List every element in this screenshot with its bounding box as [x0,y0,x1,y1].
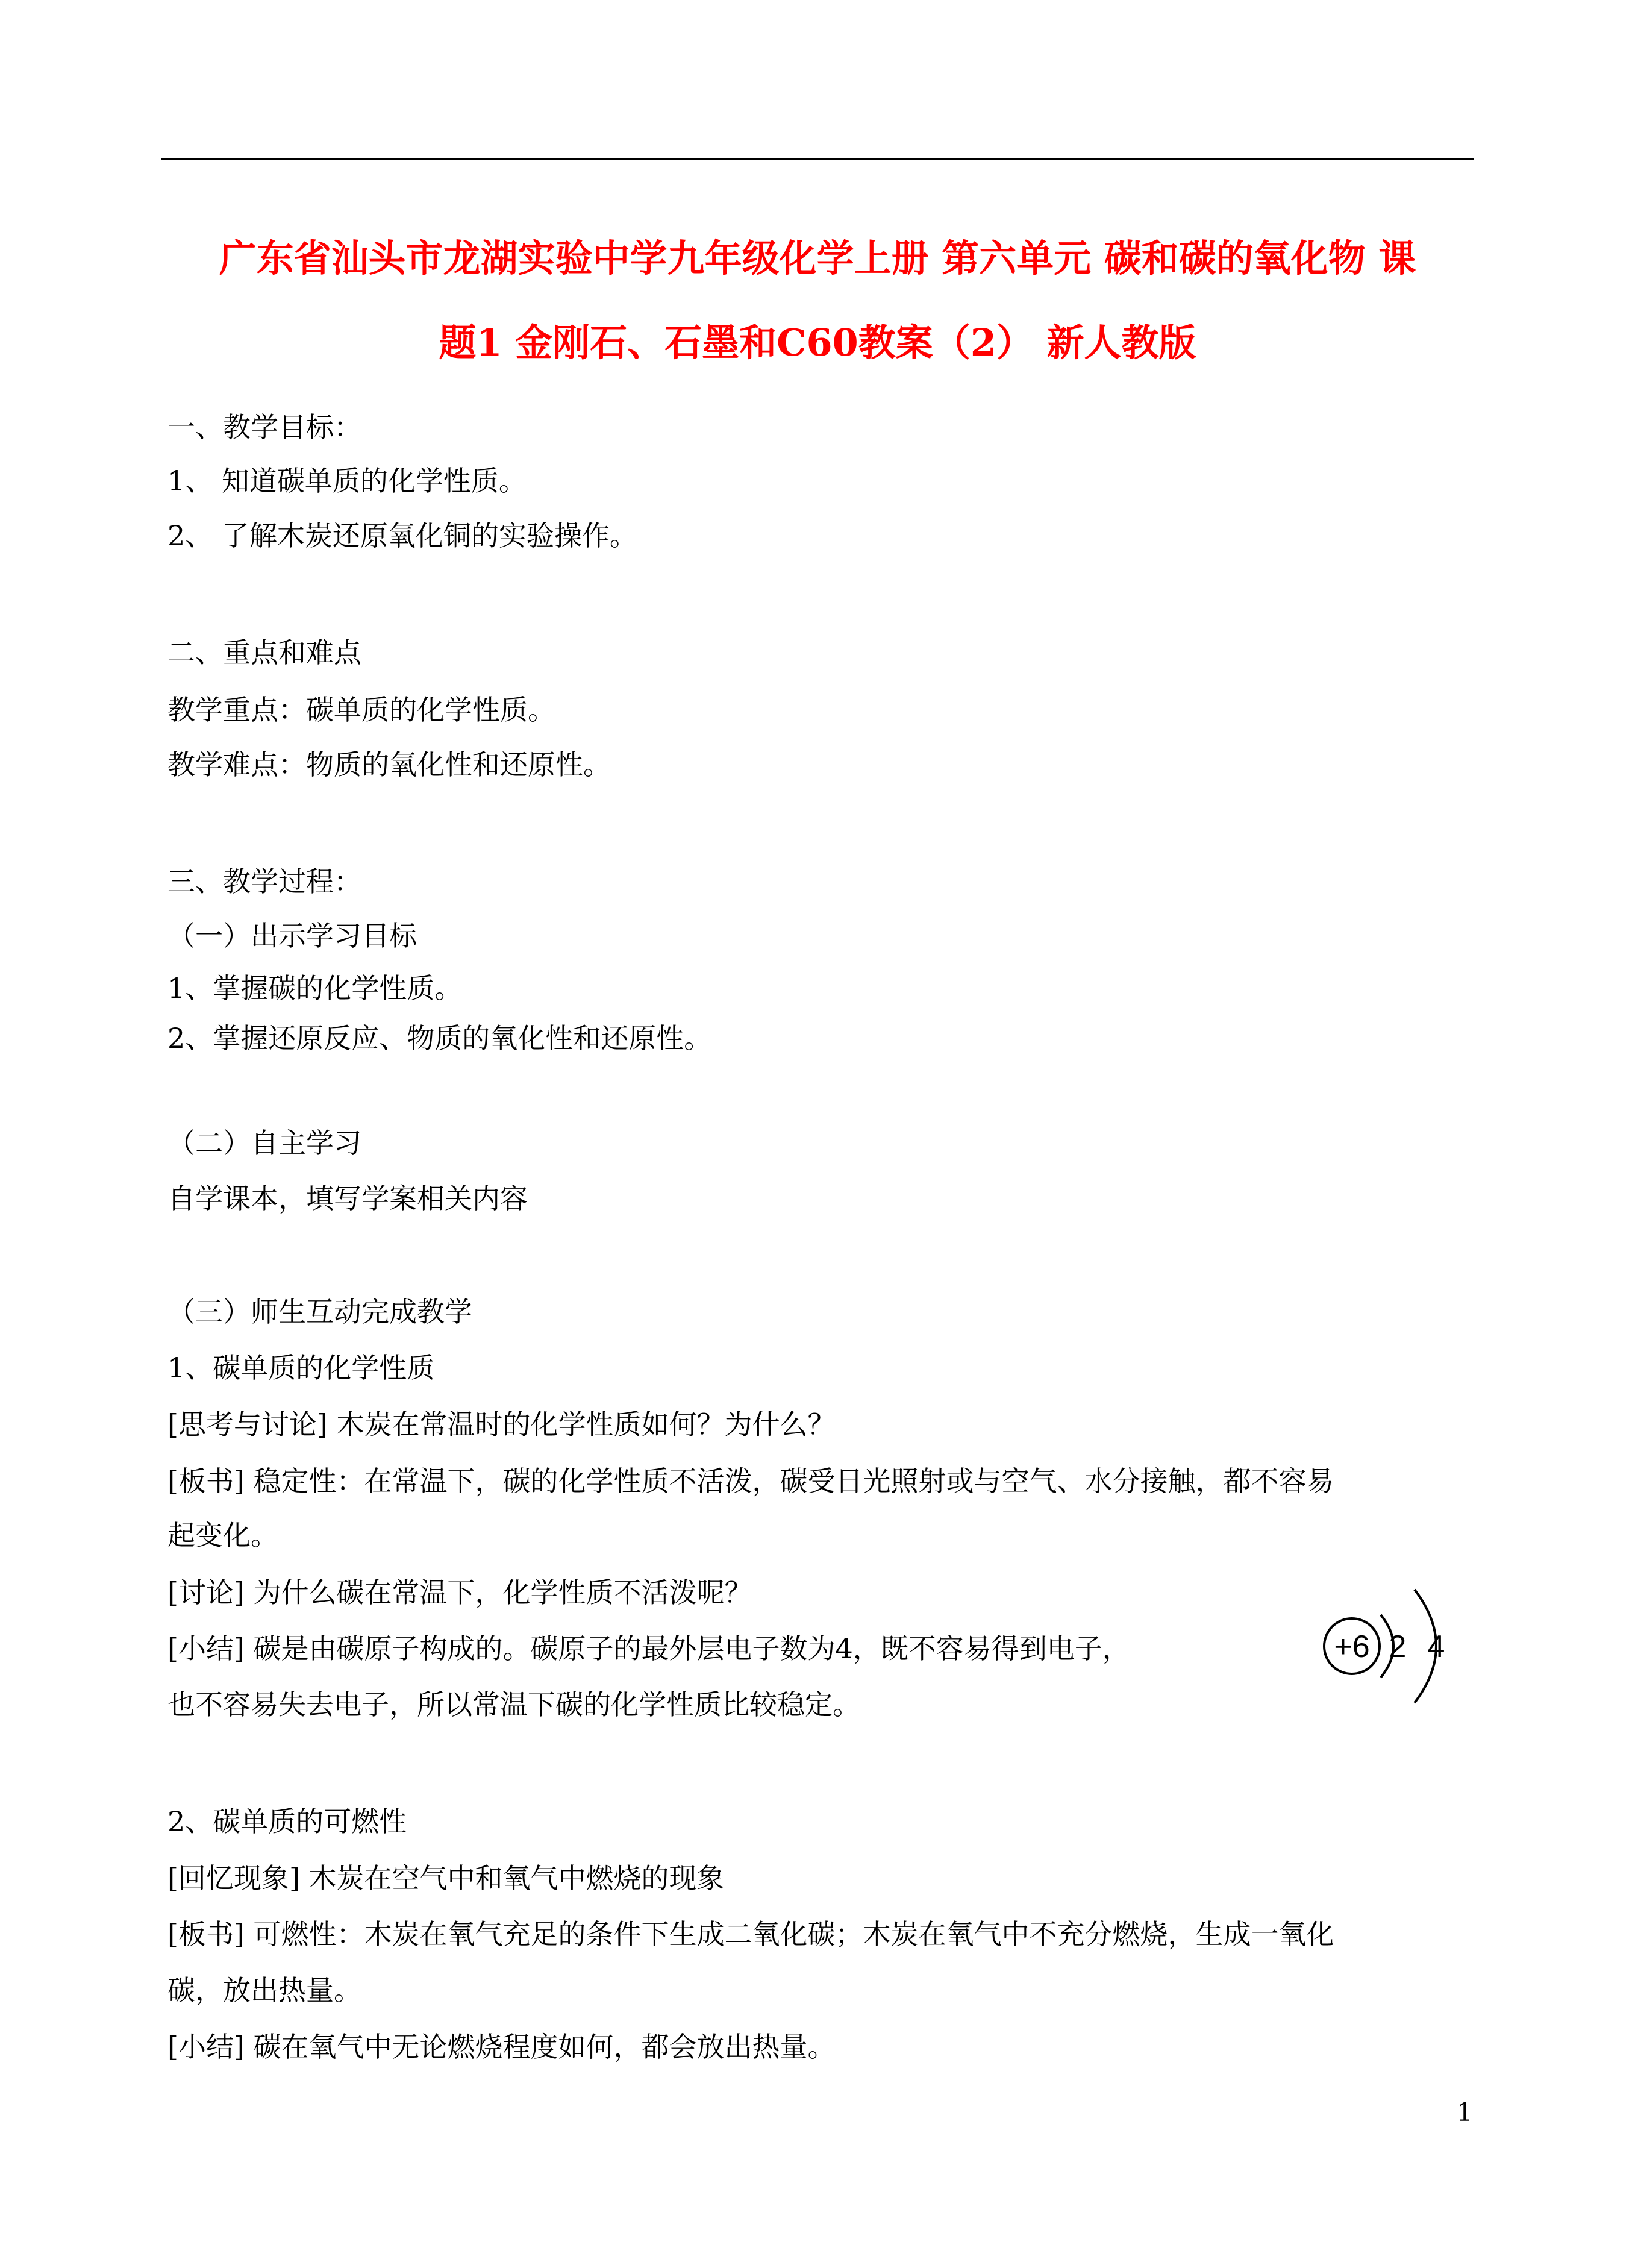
part1-item-1: 1、掌握碳的化学性质。 [167,972,463,1004]
summary-line1: [小结] 碳是由碳原子构成的。碳原子的最外层电子数为4，既不容易得到电子， [167,1632,1130,1665]
carbon-atom-structure-diagram [1318,1571,1457,1716]
document-title-line1: 广东省汕头市龙湖实验中学九年级化学上册 第六单元 碳和碳的氧化物 课 [219,236,1416,280]
board-stability-line2: 起变化。 [167,1519,278,1552]
objective-item-1: 1、 知道碳单质的化学性质。 [167,465,527,497]
board-stability-line1: [板书] 稳定性：在常温下，碳的化学性质不活泼，碳受日光照射或与空气、水分接触，都不容易 [167,1465,1334,1497]
outer-shell-count: 4 [1427,1629,1445,1664]
section1-heading: 一、教学目标： [167,411,361,443]
page-number: 1 [1457,2097,1473,2127]
document-title-line2: 题1 金刚石、石墨和C60教案（2） 新人教版 [439,321,1196,365]
discuss-line: [讨论] 为什么碳在常温下，化学性质不活泼呢？ [167,1576,752,1609]
part2-text: 自学课本，填写学案相关内容 [167,1182,528,1215]
board-combustion-line1: [板书] 可燃性：木炭在氧气充足的条件下生成二氧化碳；木炭在氧气中不充分燃烧，生成一氧化 [167,1918,1334,1950]
combustion-summary: [小结] 碳在氧气中无论燃烧程度如何，都会放出热量。 [167,2031,836,2063]
key-point: 教学重点：碳单质的化学性质。 [167,694,555,726]
think-discuss-line: [思考与讨论] 木炭在常温时的化学性质如何？为什么？ [167,1408,836,1441]
inner-shell-count: 2 [1389,1629,1407,1664]
difficulty: 教学难点：物质的氧化性和还原性。 [167,748,611,781]
part3-heading: （三）师生互动完成教学 [167,1295,472,1328]
summary-line2: 也不容易失去电子，所以常温下碳的化学性质比较稳定。 [167,1688,860,1721]
topic1-heading: 1、碳单质的化学性质 [167,1352,435,1384]
section3-heading: 三、教学过程： [167,865,361,898]
board-combustion-line2: 碳，放出热量。 [167,1974,361,2006]
part2-heading: （二）自主学习 [167,1127,361,1159]
objective-item-2: 2、 了解木炭还原氧化铜的实验操作。 [167,519,637,552]
topic2-heading: 2、碳单质的可燃性 [167,1805,407,1838]
part1-item-2: 2、掌握还原反应、物质的氧化性和还原性。 [167,1022,712,1054]
header-rule [161,158,1474,160]
nucleus-charge: +6 [1334,1629,1370,1664]
recall-line: [回忆现象] 木炭在空气中和氧气中燃烧的现象 [167,1862,725,1894]
part1-heading: （一）出示学习目标 [167,919,417,952]
section2-heading: 二、重点和难点 [167,636,361,669]
